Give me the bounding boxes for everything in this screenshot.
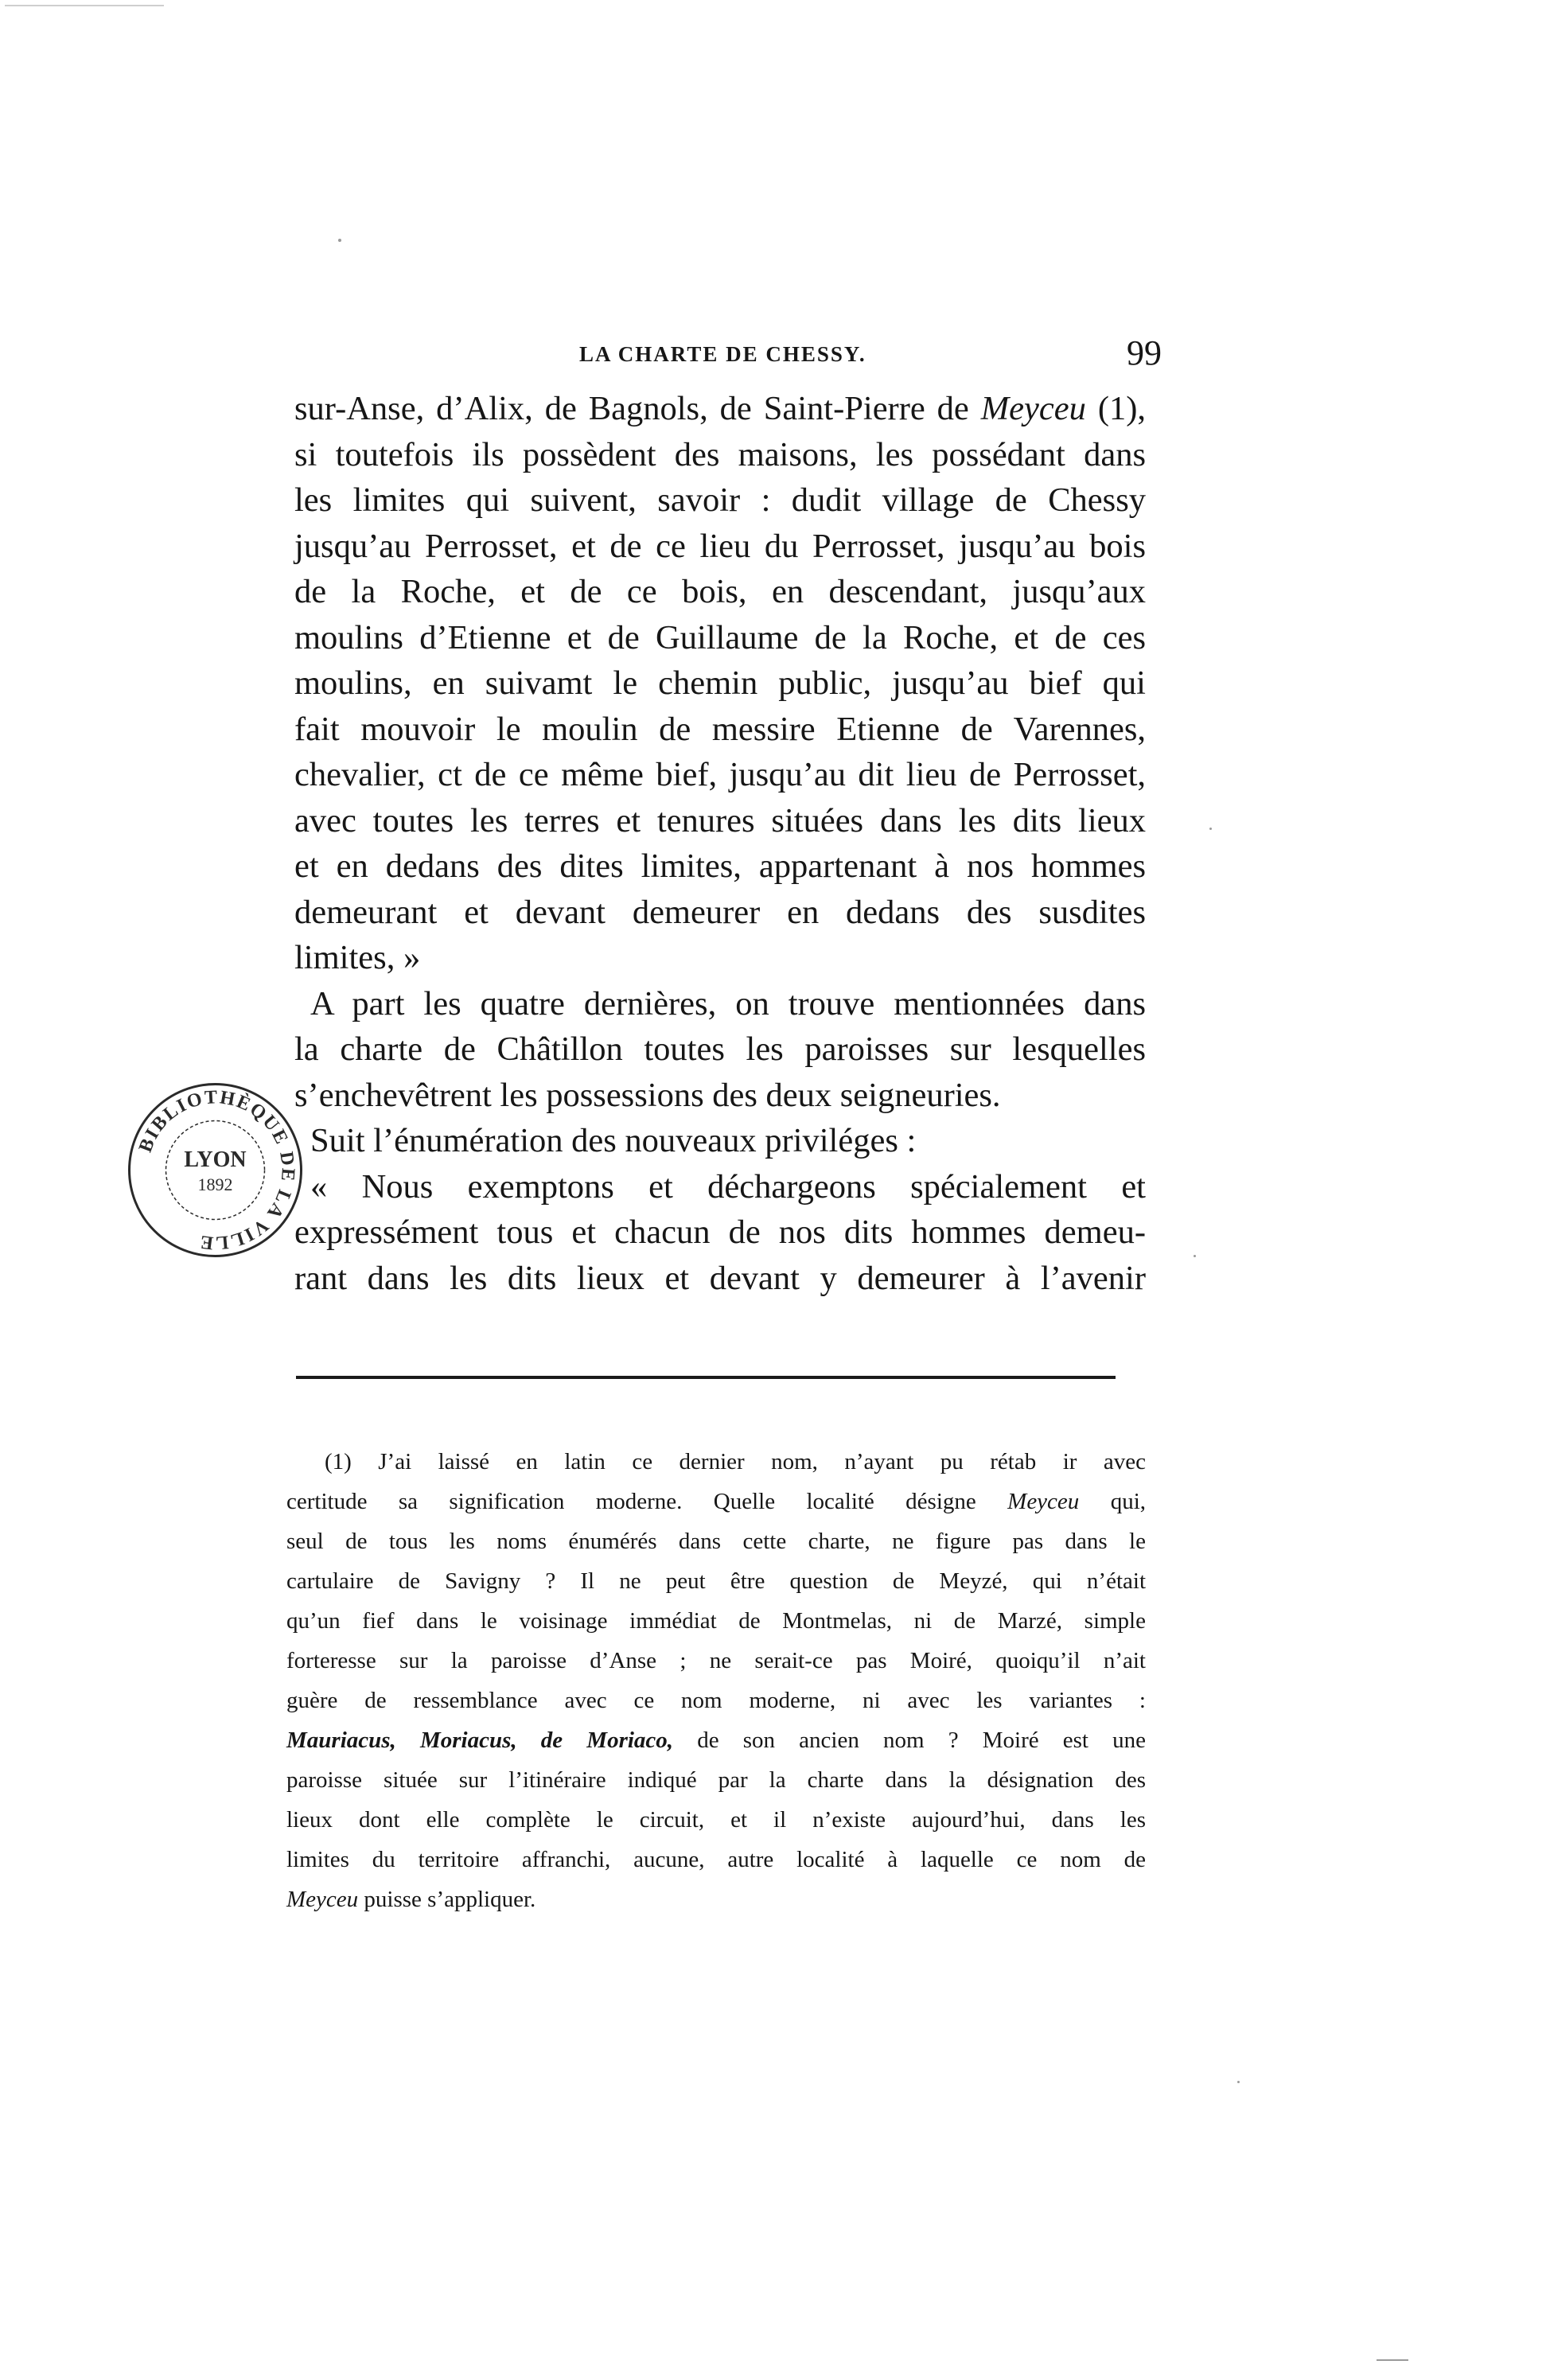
footnote-line: Meyceu puisse s’appliquer. [286,1887,536,1912]
footnote-rule [296,1376,1116,1379]
library-stamp [126,1081,305,1260]
paper-speck [1194,1255,1196,1257]
body-line: rant dans les dits lieux et devant y demeurer à l’avenir [294,1259,1146,1297]
body-line: moulins d’Etienne et de Guillaume de la Roche, et de ces [294,618,1146,656]
footnote-line: forteresse sur la paroisse d’Anse ; ne serait-ce pas Moiré, quoiqu’il n’ait [286,1648,1146,1673]
body-line: jusqu’au Perrosset, et de ce lieu du Perrosset, jusqu’au bois [294,527,1146,565]
place-name-italic: Meyceu [980,390,1086,427]
stamp-inner-text: LYON [184,1147,247,1172]
body-line-paragraph-start: « Nous exemptons et déchargeons spécialement et [310,1167,1146,1206]
footnote-line: guère de ressemblance avec ce nom moderne, ni avec les variantes : [286,1688,1146,1713]
library-stamp-seal [126,1081,305,1260]
footnote-line: (1) J’ai laissé en latin ce dernier nom, n’ayant pu rétab ir avec [325,1449,1146,1474]
body-line: limites, » [294,939,421,976]
paper-speck [1209,828,1212,830]
body-line: la charte de Châtillon toutes les paroisses sur lesquelles [294,1030,1146,1068]
body-line: fait mouvoir le moulin de messire Etienne de Varennes, [294,710,1146,748]
body-line: si toutefois ils possèdent des maisons, les possédant dans [294,435,1146,473]
paper-speck [338,239,341,242]
body-line: de la Roche, et de ce bois, en descendant, jusqu’aux [294,573,1146,610]
paper-speck [5,5,164,6]
body-line: s’enchevêtrent les possessions des deux seigneuries. [294,1076,1001,1114]
paper-speck [1237,2081,1240,2083]
body-line: moulins, en suivamt le chemin public, jusqu’au bief qui [294,664,1146,702]
body-line: avec toutes les terres et tenures situées dans les dits lieux [294,801,1146,839]
footnote-line: limites du territoire affranchi, aucune, autre localité à laquelle ce nom de [286,1847,1146,1872]
body-text [294,386,1146,1301]
footnote-line: lieux dont elle complète le circuit, et il n’existe aujourd’hui, dans les [286,1807,1146,1833]
place-name-italic: Meyceu [1007,1489,1080,1514]
body-line: expressément tous et chacun de nos dits hommes demeu- [294,1213,1146,1251]
footnote-line: cartulaire de Savigny ? Il ne peut être question de Meyzé, qui n’était [286,1568,1146,1594]
footnote-line: qu’un fief dans le voisinage immédiat de Montmelas, ni de Marzé, simple [286,1608,1146,1634]
body-line-paragraph-start: Suit l’énumération des nouveaux priviléges : [310,1122,917,1159]
body-line: les limites qui suivent, savoir : dudit village de Chessy [294,481,1146,519]
footnote-line: certitude sa signification moderne. Quelle localité désigne Meyceu qui, [286,1489,1146,1514]
body-line: sur-Anse, d’Alix, de Bagnols, de Saint-Pierre de Meyceu (1), [294,390,1146,427]
footnote-line: seul de tous les noms énumérés dans cette charte, ne figure pas dans le [286,1529,1146,1554]
footnote [286,1442,1146,1919]
footnote-line: paroisse située sur l’itinéraire indiqué par la charte dans la désignation des [286,1767,1146,1793]
body-line: et en dedans des dites limites, appartenant à nos hommes [294,847,1146,885]
stamp-year: 1892 [197,1174,233,1194]
stamp-outer-text: BIBLIOTHÈQUE DE LA VILLE [134,1087,298,1253]
running-head [294,333,1162,380]
running-title: LA CHARTE DE CHESSY. [579,342,866,366]
paper-speck [1377,2359,1408,2361]
place-name-italic: Meyceu [286,1887,359,1912]
body-line: chevalier, ct de ce même bief, jusqu’au dit lieu de Perrosset, [294,756,1146,793]
body-line-paragraph-start: A part les quatre dernières, on trouve mentionnées dans [310,984,1146,1023]
body-line: demeurant et devant demeurer en dedans des susdites [294,893,1146,931]
latin-variants-italic: Mauriacus, Moriacus, de Moriaco, [286,1728,674,1753]
page-number: 99 [1127,333,1162,372]
footnote-line: Mauriacus, Moriacus, de Moriaco, de son ancien nom ? Moiré est une [286,1728,1147,1753]
